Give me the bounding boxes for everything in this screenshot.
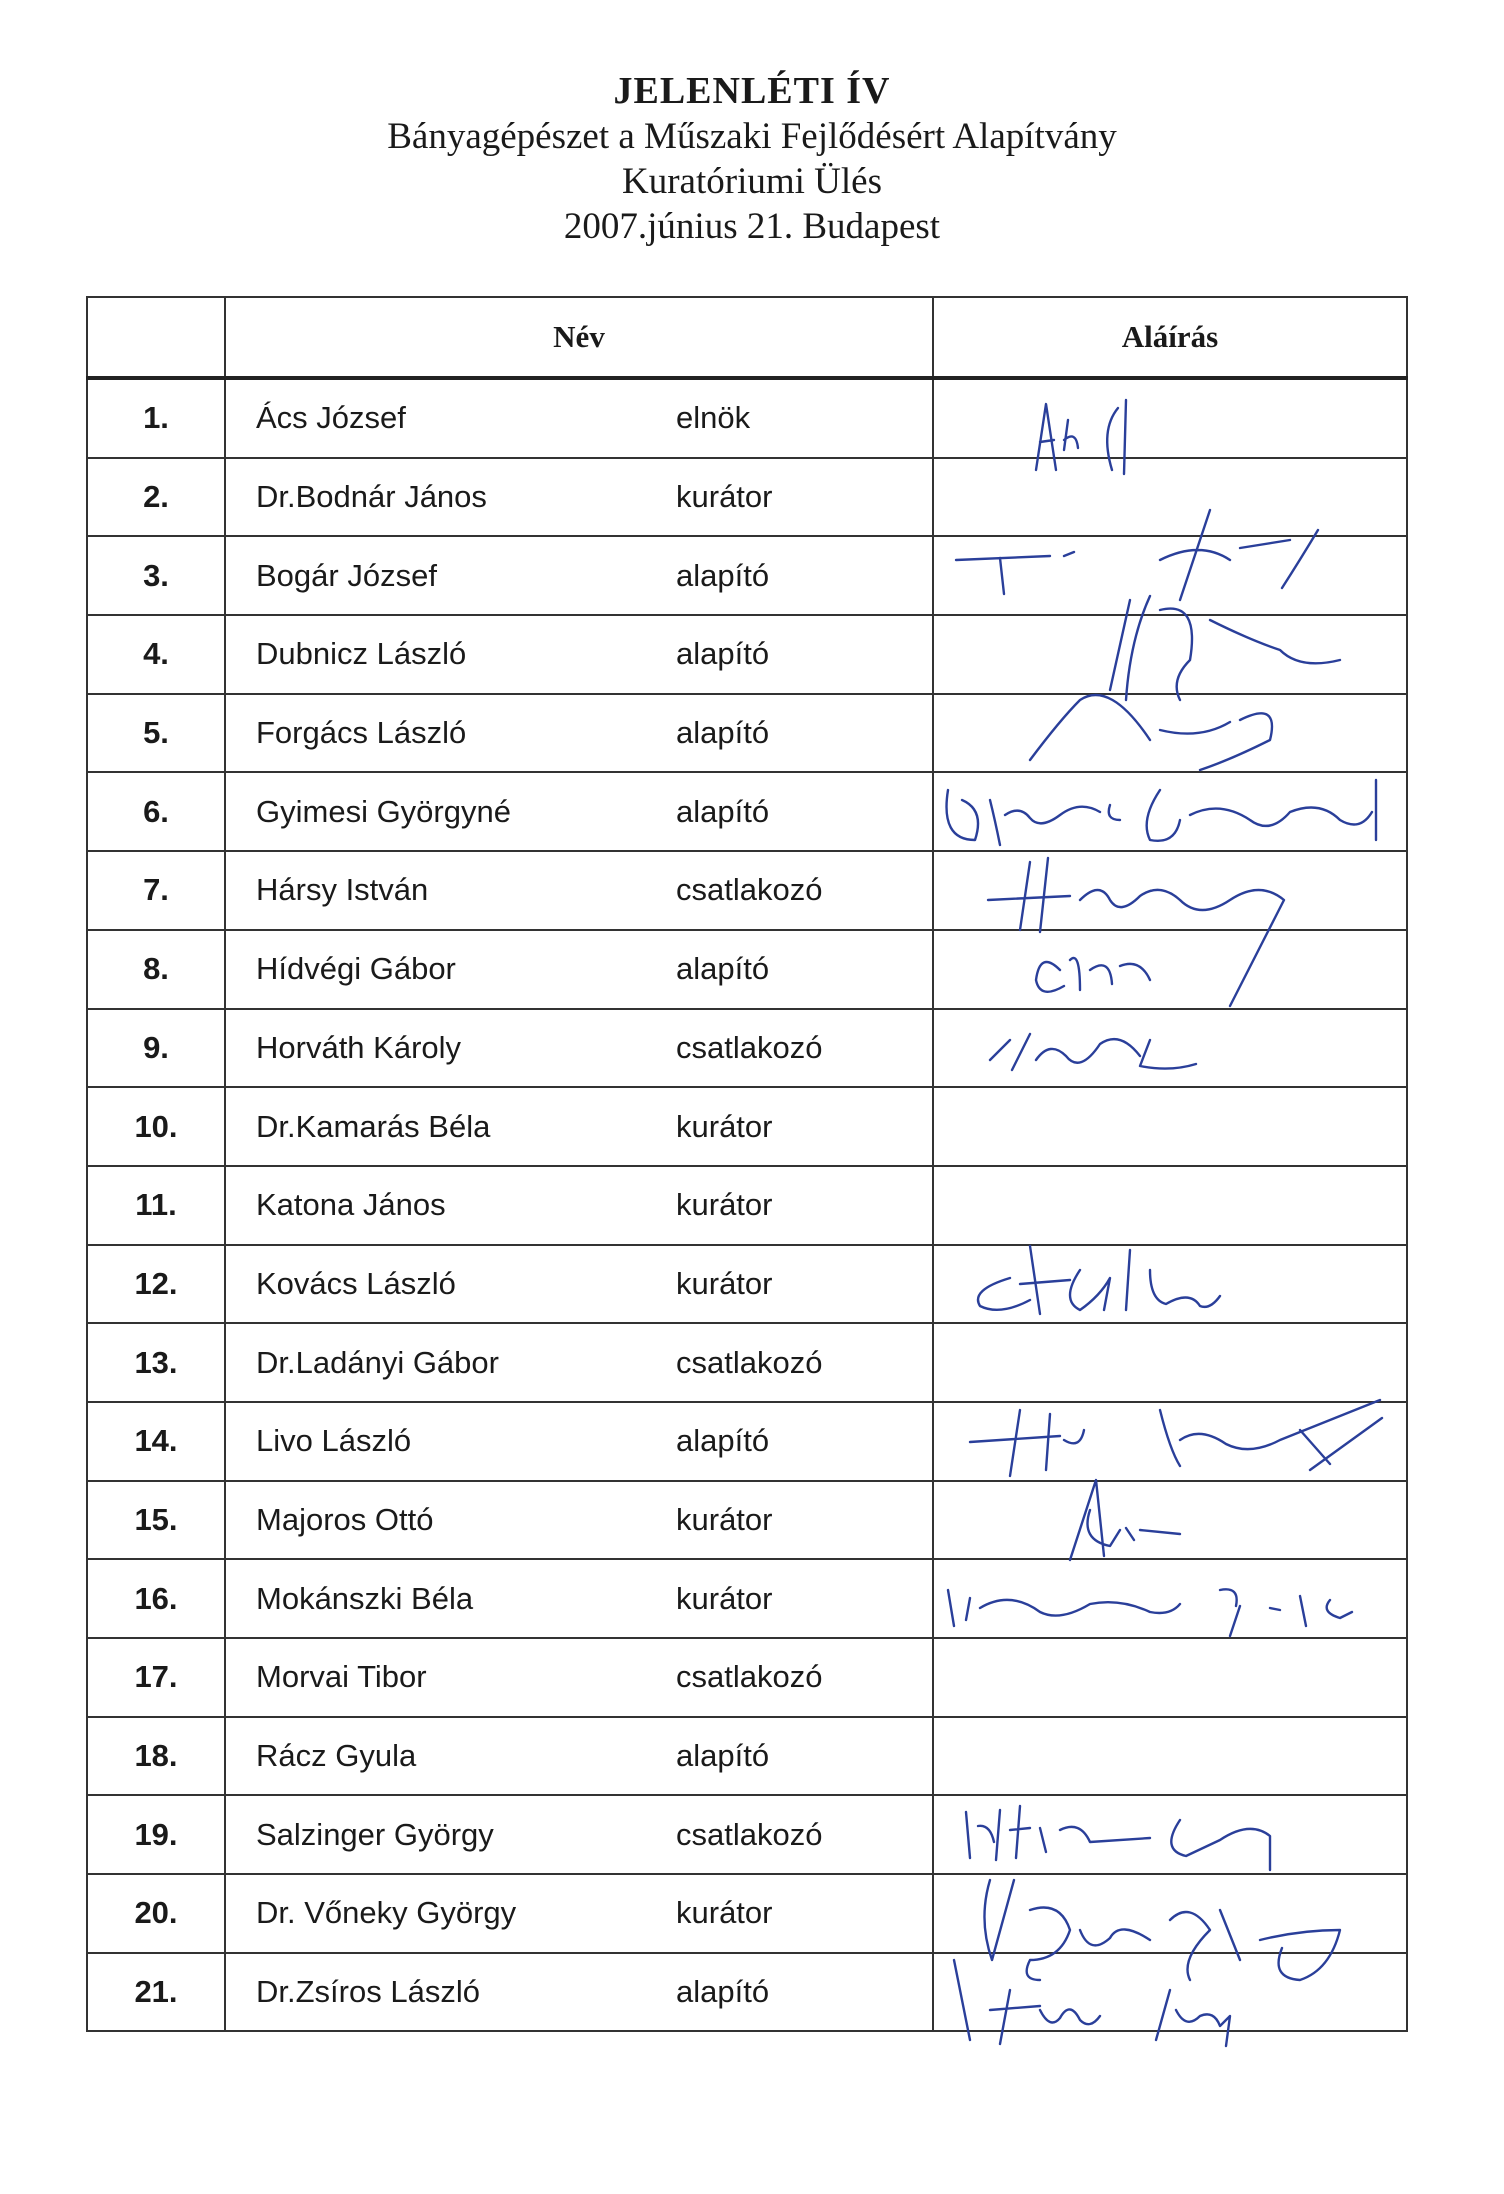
row-number: 3. xyxy=(87,536,225,615)
table-row xyxy=(87,1638,1407,1717)
table-row xyxy=(87,1166,1407,1245)
attendance-table xyxy=(86,296,1408,2032)
signature-cell xyxy=(933,1717,1407,1796)
member-role: kurátor xyxy=(676,1580,773,1616)
row-number: 9. xyxy=(87,1009,225,1088)
signature-column-header: Aláírás xyxy=(933,297,1407,378)
name-cell xyxy=(225,1402,933,1481)
name-cell xyxy=(225,1481,933,1560)
row-number: 13. xyxy=(87,1323,225,1402)
member-name: Hársy István xyxy=(256,872,429,908)
member-name: Dr. Vőneky György xyxy=(256,1895,517,1931)
number-column-header xyxy=(87,297,225,378)
member-role: alapító xyxy=(676,1423,770,1459)
signature-cell xyxy=(933,851,1407,930)
member-name: Dr.Zsíros László xyxy=(256,1974,480,2010)
member-role: alapító xyxy=(676,1974,770,2010)
member-name: Katona János xyxy=(256,1187,446,1223)
table-row xyxy=(87,615,1407,694)
row-number: 15. xyxy=(87,1481,225,1560)
name-cell xyxy=(225,930,933,1009)
name-cell xyxy=(225,1638,933,1717)
table-row xyxy=(87,772,1407,851)
table-row xyxy=(87,1323,1407,1402)
table-row xyxy=(87,1087,1407,1166)
member-name: Majoros Ottó xyxy=(256,1501,434,1537)
signature-cell xyxy=(933,772,1407,851)
signature-cell xyxy=(933,1638,1407,1717)
member-name: Dubnicz László xyxy=(256,636,467,672)
row-number: 12. xyxy=(87,1245,225,1324)
signature-cell xyxy=(933,536,1407,615)
signature-cell xyxy=(933,1402,1407,1481)
member-role: kurátor xyxy=(676,1187,773,1223)
date-place: 2007.június 21. Budapest xyxy=(563,206,941,247)
signature-cell xyxy=(933,1166,1407,1245)
row-number: 11. xyxy=(87,1166,225,1245)
table-row xyxy=(87,1245,1407,1324)
row-number: 5. xyxy=(87,694,225,773)
signature-cell xyxy=(933,930,1407,1009)
foundation-name: Bányagépészet a Műszaki Fejlődésért Alapítvány xyxy=(387,116,1117,157)
signature-cell xyxy=(933,1245,1407,1324)
name-cell xyxy=(225,851,933,930)
table-row xyxy=(87,536,1407,615)
signature-cell xyxy=(933,1481,1407,1560)
member-role: alapító xyxy=(676,951,770,987)
row-number: 10. xyxy=(87,1087,225,1166)
document-title: JELENLÉTI ÍV xyxy=(613,70,891,112)
row-number: 7. xyxy=(87,851,225,930)
table-row xyxy=(87,1481,1407,1560)
member-role: alapító xyxy=(676,636,770,672)
member-name: Horváth Károly xyxy=(256,1029,462,1065)
member-role: csatlakozó xyxy=(676,1029,823,1065)
row-number: 19. xyxy=(87,1795,225,1874)
signature-cell xyxy=(933,1874,1407,1953)
meeting-name: Kuratóriumi Ülés xyxy=(622,161,882,202)
name-cell xyxy=(225,1323,933,1402)
row-number: 17. xyxy=(87,1638,225,1717)
member-role: alapító xyxy=(676,1738,770,1774)
name-cell xyxy=(225,1087,933,1166)
member-role: csatlakozó xyxy=(676,1816,823,1852)
signature-cell xyxy=(933,1795,1407,1874)
member-role: kurátor xyxy=(676,1895,773,1931)
table-row xyxy=(87,851,1407,930)
name-cell xyxy=(225,1009,933,1088)
row-number: 18. xyxy=(87,1717,225,1796)
member-role: kurátor xyxy=(676,1108,773,1144)
name-cell xyxy=(225,378,933,458)
name-cell xyxy=(225,1953,933,2032)
member-name: Dr.Kamarás Béla xyxy=(256,1108,491,1144)
signature-cell xyxy=(933,615,1407,694)
row-number: 1. xyxy=(87,378,225,458)
member-name: Ács József xyxy=(256,400,406,436)
row-number: 14. xyxy=(87,1402,225,1481)
table-row xyxy=(87,930,1407,1009)
row-number: 20. xyxy=(87,1874,225,1953)
signature-cell xyxy=(933,1009,1407,1088)
signature-cell xyxy=(933,1087,1407,1166)
row-number: 8. xyxy=(87,930,225,1009)
row-number: 16. xyxy=(87,1559,225,1638)
member-name: Kovács László xyxy=(256,1265,456,1301)
signature-cell xyxy=(933,458,1407,537)
member-role: elnök xyxy=(676,400,751,436)
document-header xyxy=(0,68,1504,249)
signature-cell xyxy=(933,1559,1407,1638)
member-name: Dr.Bodnár János xyxy=(256,479,487,515)
member-role: kurátor xyxy=(676,1265,773,1301)
name-cell xyxy=(225,1874,933,1953)
name-cell xyxy=(225,772,933,851)
table-row xyxy=(87,1717,1407,1796)
member-name: Rácz Gyula xyxy=(256,1738,417,1774)
name-cell xyxy=(225,1166,933,1245)
member-name: Morvai Tibor xyxy=(256,1659,427,1695)
table-row xyxy=(87,378,1407,458)
row-number: 4. xyxy=(87,615,225,694)
member-name: Mokánszki Béla xyxy=(256,1580,474,1616)
table-row xyxy=(87,1953,1407,2032)
name-cell xyxy=(225,615,933,694)
name-cell xyxy=(225,1717,933,1796)
name-cell xyxy=(225,1795,933,1874)
member-role: csatlakozó xyxy=(676,1344,823,1380)
member-name: Hídvégi Gábor xyxy=(256,951,456,987)
member-role: alapító xyxy=(676,557,770,593)
row-number: 21. xyxy=(87,1953,225,2032)
row-number: 2. xyxy=(87,458,225,537)
member-name: Bogár József xyxy=(256,557,437,593)
table-row xyxy=(87,458,1407,537)
member-name: Livo László xyxy=(256,1423,412,1459)
signature-cell xyxy=(933,378,1407,458)
name-cell xyxy=(225,694,933,773)
member-role: kurátor xyxy=(676,479,773,515)
table-row xyxy=(87,1874,1407,1953)
name-column-header: Név xyxy=(225,297,933,378)
member-name: Forgács László xyxy=(256,715,467,751)
member-role: csatlakozó xyxy=(676,872,823,908)
member-name: Salzinger György xyxy=(256,1816,494,1852)
name-cell xyxy=(225,1245,933,1324)
table-row xyxy=(87,1795,1407,1874)
name-cell xyxy=(225,1559,933,1638)
signature-cell xyxy=(933,694,1407,773)
signature-cell xyxy=(933,1953,1407,2032)
table-row xyxy=(87,1009,1407,1088)
table-row xyxy=(87,1559,1407,1638)
member-role: csatlakozó xyxy=(676,1659,823,1695)
table-row xyxy=(87,1402,1407,1481)
member-name: Gyimesi Györgyné xyxy=(256,793,511,829)
member-name: Dr.Ladányi Gábor xyxy=(256,1344,499,1380)
name-cell xyxy=(225,536,933,615)
member-role: alapító xyxy=(676,715,770,751)
row-number: 6. xyxy=(87,772,225,851)
member-role: kurátor xyxy=(676,1501,773,1537)
table-header-row xyxy=(87,297,1407,378)
signature-cell xyxy=(933,1323,1407,1402)
name-cell xyxy=(225,458,933,537)
table-row xyxy=(87,694,1407,773)
member-role: alapító xyxy=(676,793,770,829)
